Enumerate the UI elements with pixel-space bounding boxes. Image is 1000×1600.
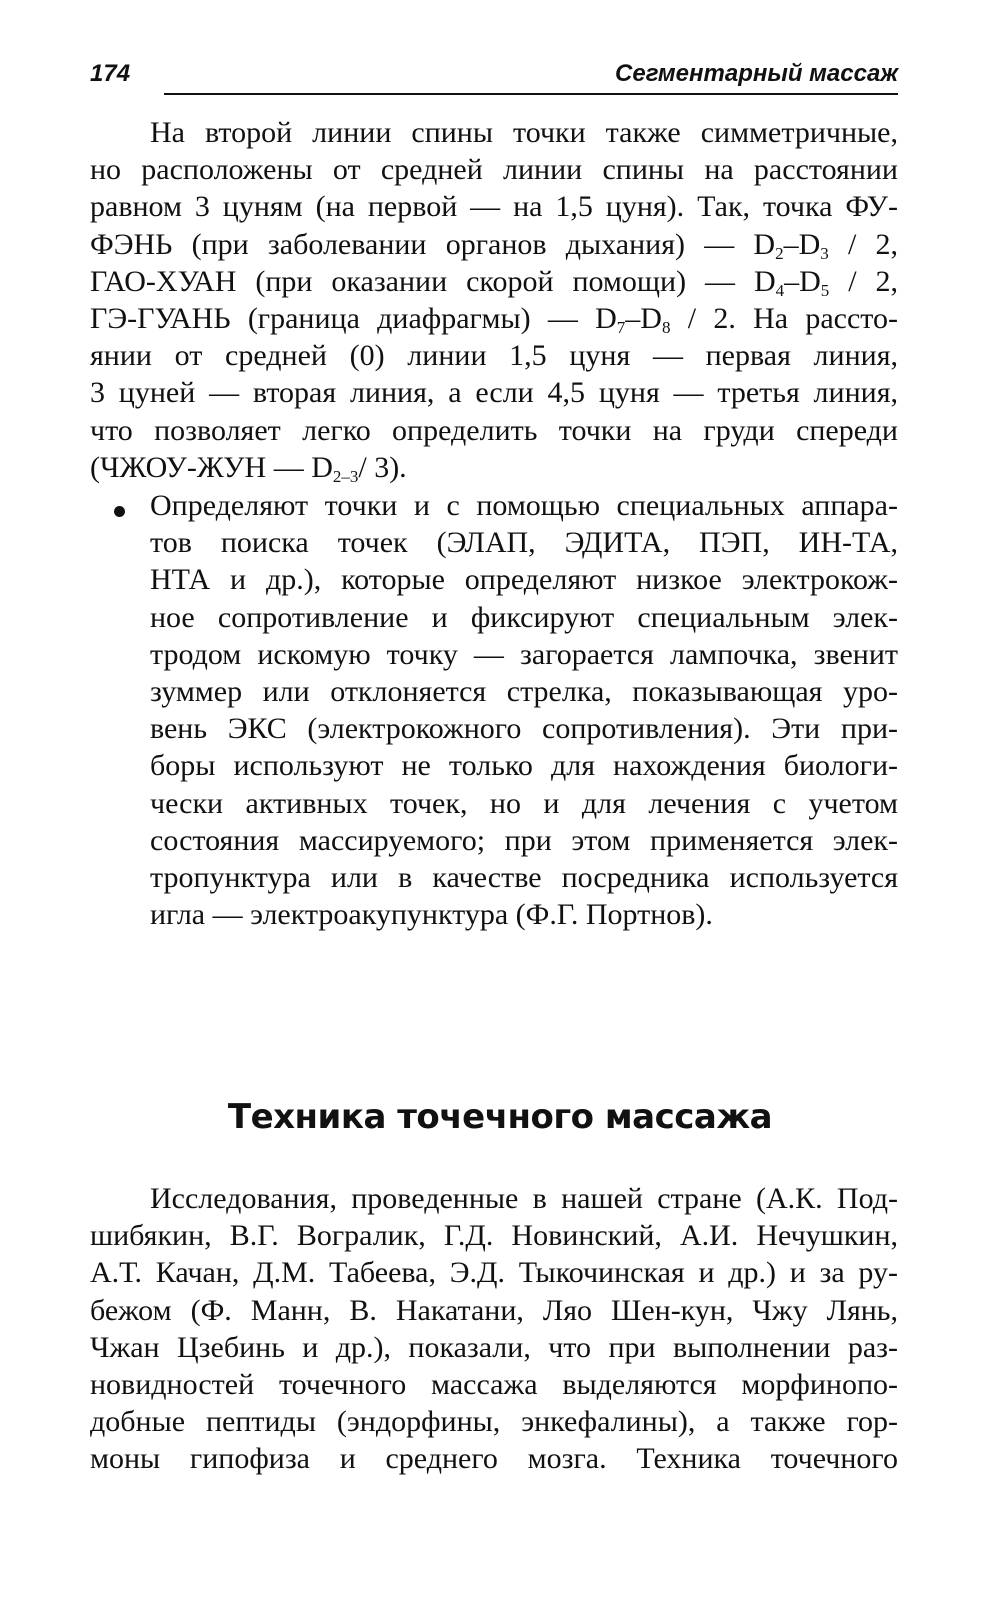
text-line: А.Т. Качан, Д.М. Табеева, Э.Д. Тыкочинская и др.) и за ру- bbox=[90, 1256, 898, 1290]
text-line: 3 цуней — вторая линия, а если 4,5 цуня — третья линия, bbox=[90, 376, 898, 410]
text-line: На второй линии спины точки также симметричные, bbox=[150, 116, 898, 149]
subscript: 2 bbox=[775, 243, 784, 263]
text-line: боры используют не только для нахождения биологи- bbox=[150, 749, 898, 783]
text-line bbox=[90, 263, 898, 300]
paragraph-research bbox=[90, 1180, 898, 1478]
text-line: что позволяет легко определить точки на груди спереди bbox=[90, 413, 898, 447]
paragraph-second-line-points bbox=[90, 114, 898, 486]
text-segment: ФЭНЬ (при заболевании органов дыхания) — D bbox=[90, 227, 776, 261]
text-segment: / 2. На рассто- bbox=[670, 302, 898, 336]
bullet-dot bbox=[114, 506, 125, 517]
section-heading: Техника точечного массажа bbox=[227, 1097, 773, 1137]
text-line: новидностей точечного массажа выделяются морфинопо- bbox=[90, 1368, 898, 1402]
bullet-paragraph-devices bbox=[150, 487, 898, 933]
running-title: Сегментарный массаж bbox=[615, 60, 898, 87]
text-segment: / 2, bbox=[828, 227, 899, 261]
text-segment: ГЭ-ГУАНЬ (граница диафрагмы) — D bbox=[90, 302, 617, 336]
text-line: состояния массируемого; при этом применяется элек- bbox=[150, 823, 898, 857]
text-line: игла — электроакупунктура (Ф.Г. Портнов). bbox=[150, 898, 713, 932]
text-line: Исследования, проведенные в нашей стране (А.К. Под- bbox=[150, 1182, 898, 1215]
text-line: бежом (Ф. Манн, В. Накатани, Ляо Шен-кун, Чжу Лянь, bbox=[90, 1293, 898, 1327]
text-line: зуммер или отклоняется стрелка, показывающая уро- bbox=[150, 675, 898, 709]
subscript: 2–3 bbox=[332, 466, 359, 486]
subscript: 7 bbox=[616, 318, 626, 338]
text-line: тропунктура или в качестве посредника используется bbox=[150, 861, 898, 895]
text-segment: –D bbox=[783, 227, 821, 261]
subscript: 3 bbox=[820, 243, 829, 263]
text-segment: –D bbox=[625, 302, 662, 336]
text-segment: / 3). bbox=[358, 450, 407, 484]
text-line: равном 3 цуням (на первой — на 1,5 цуня). Так, точка ФУ- bbox=[90, 190, 898, 224]
text-segment: –D bbox=[784, 264, 821, 298]
text-line: моны гипофиза и среднего мозга. Техника точечного bbox=[90, 1442, 898, 1476]
page-header bbox=[90, 58, 898, 98]
text-segment: (ЧЖОУ-ЖУН — D bbox=[90, 450, 333, 484]
text-line: ное сопротивление и фиксируют специальным элек- bbox=[150, 600, 898, 634]
text-line bbox=[90, 300, 898, 337]
text-line: вень ЭКС (электрокожного сопротивления). Эти при- bbox=[150, 712, 898, 746]
text-line: но расположены от средней линии спины на расстоянии bbox=[90, 153, 898, 187]
text-line: тов поиска точек (ЭЛАП, ЭДИТА, ПЭП, ИН-ТА, bbox=[150, 526, 898, 560]
text-line: чески активных точек, но и для лечения с учетом bbox=[150, 786, 898, 820]
text-line: шибякин, В.Г. Вогралик, Г.Д. Новинский, А.И. Нечушкин, bbox=[90, 1219, 898, 1253]
text-line bbox=[90, 226, 898, 263]
text-segment: / 2, bbox=[829, 264, 898, 298]
page-number: 174 bbox=[90, 60, 131, 87]
text-line: Определяют точки и с помощью специальных аппара- bbox=[150, 489, 898, 522]
subscript: 4 bbox=[775, 280, 785, 300]
text-line bbox=[90, 449, 898, 486]
text-line: Чжан Цзебинь и др.), показали, что при выполнении раз- bbox=[90, 1330, 898, 1364]
subscript: 8 bbox=[661, 318, 671, 338]
subscript: 5 bbox=[820, 280, 830, 300]
text-line: тродом искомую точку — загорается лампочка, звенит bbox=[150, 637, 898, 671]
text-line: янии от средней (0) линии 1,5 цуня — первая линия, bbox=[90, 339, 898, 373]
text-segment: ГАО-ХУАН (при оказании скорой помощи) — D bbox=[90, 264, 776, 298]
text-line: НТА и др.), которые определяют низкое электрокож- bbox=[150, 563, 898, 597]
header-rule bbox=[164, 93, 898, 95]
text-line: добные пептиды (эндорфины, энкефалины), а также гор- bbox=[90, 1405, 898, 1439]
